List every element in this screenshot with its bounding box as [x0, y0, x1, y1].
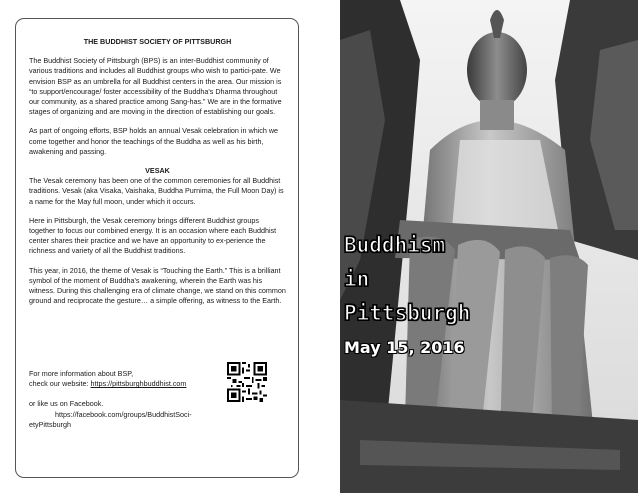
cover-title: [344, 228, 470, 330]
vesak-description: The Vesak ceremony has been one of the common ceremonies for all Buddhist traditions. Vesak (aka Visaka, Vaishaka, Buddha Purnima, the Full Moon Day) is a name for the May full moon, under which it occurs.: [29, 176, 284, 206]
cover-title-line: Buddhism: [344, 233, 446, 257]
intro-paragraph: The Buddhist Society of Pittsburgh (BPS) is an inter-Buddhist community of various traditions and includes all Buddhist groups who wish to partici-pate. We envision BSP as an umbrella for all Buddhist centers in the area. Our mission is “to support/encourage/ foster accessibility of the Buddha's Dharma throughout our community, as a shared practice among Sang-has.” We are in the formative stages of organizing and are moving in the direction of establishing our goals.: [29, 56, 282, 117]
info-panel: [15, 18, 299, 478]
cover-title-line: in: [344, 267, 370, 291]
contact-line: For more information about BSP,: [29, 369, 134, 378]
facebook-url-2[interactable]: etyPittsburgh: [29, 419, 71, 429]
vesak-heading: VESAK: [145, 166, 170, 176]
theme-paragraph: This year, in 2016, the theme of Vesak is “Touching the Earth.” This is a brilliant symbol of the moment of Buddha's awakening, wherein the Earth was his witness. During this challenging era of climate change, we stand on this common ground and reciprocate the gesture… a simple offering, as witness to the Earth.: [29, 265, 286, 306]
qr-code-icon: [227, 362, 267, 402]
panel-title: THE BUDDHIST SOCIETY OF PITTSBURGH: [83, 37, 232, 46]
facebook-url-1[interactable]: https://facebook.com/groups/BuddhistSoci-: [55, 409, 192, 419]
vesak-intro-paragraph: As part of ongoing efforts, BSP holds an annual Vesak celebration in which we come together and honor the teachings of the Buddha as well as his birth, awakening and passing.: [29, 126, 279, 156]
website-prefix: check our website:: [29, 379, 91, 389]
pittsburgh-paragraph: Here in Pittsburgh, the Vesak ceremony brings different Buddhist groups together to focus our combined energy. It is an occasion where each Buddhist center shares their practice and we have an opportunity to ex-perience the richness and variety of all the Buddhist traditions.: [29, 215, 277, 256]
cover-date: May 15, 2016: [344, 338, 465, 357]
contact-block: [29, 369, 239, 430]
website-link[interactable]: https://pittsburghbuddhist.com: [90, 379, 187, 389]
facebook-line: or like us on Facebook.: [29, 399, 104, 409]
cover-title-line: Pittsburgh: [344, 301, 471, 325]
website-line: [29, 379, 239, 389]
